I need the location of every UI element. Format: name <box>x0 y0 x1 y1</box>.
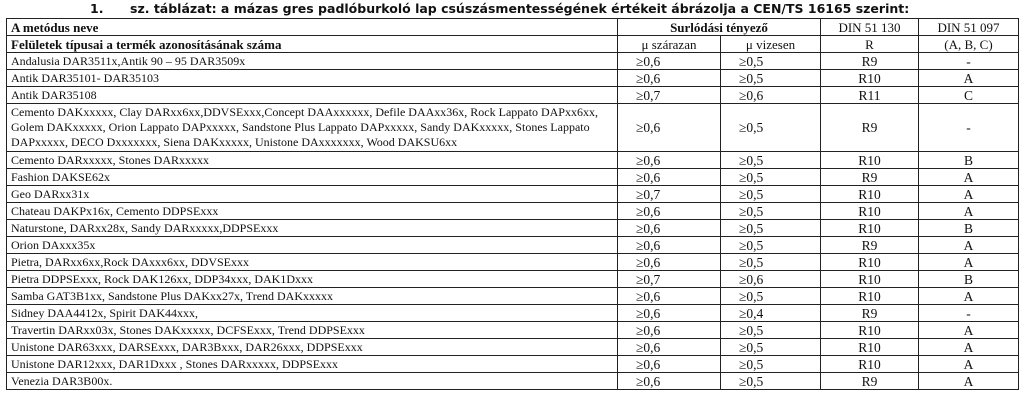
cell-wet-friction: ≥0,5 <box>721 373 821 390</box>
table-row <box>7 271 1019 288</box>
table-row <box>7 288 1019 305</box>
cell-product-names: Unistone DAR12xxx, DAR1Dxxx , Stones DARxxxxx, DDPSExxx <box>7 356 618 373</box>
header-method-name: A metódus neve <box>7 19 618 36</box>
cell-dry-friction: ≥0,7 <box>618 271 721 288</box>
document-title <box>90 1 909 16</box>
header-r: R <box>821 36 919 53</box>
cell-din-51097-class: B <box>919 220 1019 237</box>
cell-wet-friction: ≥0,4 <box>721 305 821 322</box>
cell-din-51097-class: A <box>919 373 1019 390</box>
cell-dry-friction: ≥0,6 <box>618 254 721 271</box>
cell-dry-friction: ≥0,6 <box>618 356 721 373</box>
cell-wet-friction: ≥0,5 <box>721 220 821 237</box>
cell-din-51097-class: - <box>919 53 1019 70</box>
cell-din-51097-class: C <box>919 87 1019 104</box>
cell-product-names: Pietra, DARxx6xx,Rock DAxxx6xx, DDVSExxx <box>7 254 618 271</box>
cell-din-51130-class: R10 <box>821 271 919 288</box>
cell-din-51130-class: R11 <box>821 87 919 104</box>
cell-wet-friction: ≥0,5 <box>721 356 821 373</box>
cell-product-names: Antik DAR35108 <box>7 87 618 104</box>
table-number: 1. <box>90 1 104 16</box>
cell-din-51097-class: B <box>919 271 1019 288</box>
cell-product-names: Geo DARxx31x <box>7 186 618 203</box>
cell-din-51130-class: R9 <box>821 53 919 70</box>
cell-wet-friction: ≥0,5 <box>721 322 821 339</box>
cell-din-51097-class: A <box>919 70 1019 87</box>
table-row <box>7 53 1019 70</box>
table-row <box>7 203 1019 220</box>
cell-din-51130-class: R10 <box>821 203 919 220</box>
cell-din-51130-class: R10 <box>821 339 919 356</box>
cell-dry-friction: ≥0,6 <box>618 339 721 356</box>
table-row <box>7 322 1019 339</box>
cell-dry-friction: ≥0,6 <box>618 237 721 254</box>
cell-dry-friction: ≥0,6 <box>618 288 721 305</box>
cell-wet-friction: ≥0,5 <box>721 152 821 169</box>
cell-product-names: Naturstone, DARxx28x, Sandy DARxxxxx,DDPSExxx <box>7 220 618 237</box>
table-row <box>7 305 1019 322</box>
header-wet: μ vizesen <box>721 36 821 53</box>
cell-product-names: Antik DAR35101- DAR35103 <box>7 70 618 87</box>
cell-product-names: Sidney DAA4412x, Spirit DAK44xxx, <box>7 305 618 322</box>
cell-wet-friction: ≥0,5 <box>721 186 821 203</box>
slip-resistance-table <box>6 18 1019 390</box>
cell-wet-friction: ≥0,5 <box>721 53 821 70</box>
table-row <box>7 373 1019 390</box>
header-row-1 <box>7 19 1019 36</box>
cell-wet-friction: ≥0,5 <box>721 339 821 356</box>
cell-din-51097-class: B <box>919 152 1019 169</box>
cell-din-51130-class: R10 <box>821 356 919 373</box>
table-body <box>7 19 1019 390</box>
table-row <box>7 356 1019 373</box>
cell-din-51130-class: R9 <box>821 373 919 390</box>
cell-dry-friction: ≥0,6 <box>618 322 721 339</box>
cell-din-51130-class: R10 <box>821 322 919 339</box>
cell-wet-friction: ≥0,6 <box>721 271 821 288</box>
cell-din-51130-class: R10 <box>821 288 919 305</box>
cell-din-51097-class: - <box>919 305 1019 322</box>
cell-din-51130-class: R10 <box>821 70 919 87</box>
table-row <box>7 339 1019 356</box>
header-friction: Surlódási tényező <box>618 19 821 36</box>
table-row <box>7 70 1019 87</box>
header-dry: μ szárazan <box>618 36 721 53</box>
cell-wet-friction: ≥0,5 <box>721 169 821 186</box>
table-row <box>7 220 1019 237</box>
cell-dry-friction: ≥0,6 <box>618 53 721 70</box>
cell-dry-friction: ≥0,7 <box>618 87 721 104</box>
cell-din-51097-class: - <box>919 104 1019 152</box>
cell-wet-friction: ≥0,5 <box>721 288 821 305</box>
cell-wet-friction: ≥0,5 <box>721 104 821 152</box>
table-row <box>7 87 1019 104</box>
cell-product-names: Pietra DDPSExxx, Rock DAK126xx, DDP34xxx, DAK1Dxxx <box>7 271 618 288</box>
cell-product-names: Samba GAT3B1xx, Sandstone Plus DAKxx27x, Trend DAKxxxxx <box>7 288 618 305</box>
cell-dry-friction: ≥0,6 <box>618 152 721 169</box>
cell-din-51097-class: A <box>919 186 1019 203</box>
cell-wet-friction: ≥0,5 <box>721 237 821 254</box>
cell-dry-friction: ≥0,6 <box>618 203 721 220</box>
header-surfaces: Felületek típusai a termék azonosításának száma <box>7 36 618 53</box>
cell-dry-friction: ≥0,6 <box>618 70 721 87</box>
cell-product-names: Fashion DAKSE62x <box>7 169 618 186</box>
cell-din-51097-class: A <box>919 288 1019 305</box>
cell-din-51130-class: R10 <box>821 254 919 271</box>
table-row <box>7 169 1019 186</box>
cell-din-51097-class: A <box>919 169 1019 186</box>
cell-din-51097-class: A <box>919 237 1019 254</box>
cell-din-51130-class: R9 <box>821 237 919 254</box>
cell-wet-friction: ≥0,5 <box>721 70 821 87</box>
cell-din-51097-class: A <box>919 356 1019 373</box>
cell-product-names: Cemento DAKxxxxx, Clay DARxx6xx,DDVSExxx,Concept DAAxxxxxx, Defile DAAxx36x, Rock Lappato DAPxx6xx, Golem DAKxxxxx, Orion Lappato DAPxxxxx, Sandstone Plus Lappato DAPxxxxx, Sandy DAKxxxxx, Stones Lappato DAPxxxxx, DECO Dxxxxxxx, Siena DAKxxxxx, Unistone DAxxxxxxx, Wood DAKSU6xx <box>7 104 618 152</box>
cell-din-51097-class: A <box>919 322 1019 339</box>
cell-din-51097-class: A <box>919 254 1019 271</box>
table-row <box>7 152 1019 169</box>
table-row <box>7 254 1019 271</box>
header-row-2 <box>7 36 1019 53</box>
cell-dry-friction: ≥0,6 <box>618 373 721 390</box>
header-din-51130: DIN 51 130 <box>821 19 919 36</box>
cell-dry-friction: ≥0,6 <box>618 104 721 152</box>
cell-dry-friction: ≥0,7 <box>618 186 721 203</box>
cell-product-names: Cemento DARxxxxx, Stones DARxxxxx <box>7 152 618 169</box>
cell-product-names: Chateau DAKPx16x, Cemento DDPSExxx <box>7 203 618 220</box>
cell-din-51097-class: A <box>919 203 1019 220</box>
cell-din-51130-class: R10 <box>821 186 919 203</box>
cell-product-names: Andalusia DAR3511x,Antik 90 – 95 DAR3509x <box>7 53 618 70</box>
cell-dry-friction: ≥0,6 <box>618 305 721 322</box>
cell-dry-friction: ≥0,6 <box>618 220 721 237</box>
cell-wet-friction: ≥0,5 <box>721 254 821 271</box>
cell-wet-friction: ≥0,6 <box>721 87 821 104</box>
cell-din-51130-class: R9 <box>821 305 919 322</box>
cell-wet-friction: ≥0,5 <box>721 203 821 220</box>
table-row <box>7 186 1019 203</box>
cell-din-51130-class: R9 <box>821 169 919 186</box>
header-din-51097: DIN 51 097 <box>919 19 1019 36</box>
cell-dry-friction: ≥0,6 <box>618 169 721 186</box>
cell-din-51130-class: R9 <box>821 104 919 152</box>
cell-din-51130-class: R10 <box>821 220 919 237</box>
cell-product-names: Travertin DARxx03x, Stones DAKxxxxx, DCFSExxx, Trend DDPSExxx <box>7 322 618 339</box>
table-row <box>7 104 1019 152</box>
cell-din-51130-class: R10 <box>821 152 919 169</box>
table-row <box>7 237 1019 254</box>
table-caption: sz. táblázat: a mázas gres padlóburkoló lap csúszásmentességének értékeit ábrázolja a CEN/TS 16165 szerint: <box>130 1 910 16</box>
cell-product-names: Orion DAxxx35x <box>7 237 618 254</box>
cell-product-names: Unistone DAR63xxx, DARSExxx, DAR3Bxxx, DAR26xxx, DDPSExxx <box>7 339 618 356</box>
header-abc: (A, B, C) <box>919 36 1019 53</box>
cell-din-51097-class: A <box>919 339 1019 356</box>
cell-product-names: Venezia DAR3B00x. <box>7 373 618 390</box>
